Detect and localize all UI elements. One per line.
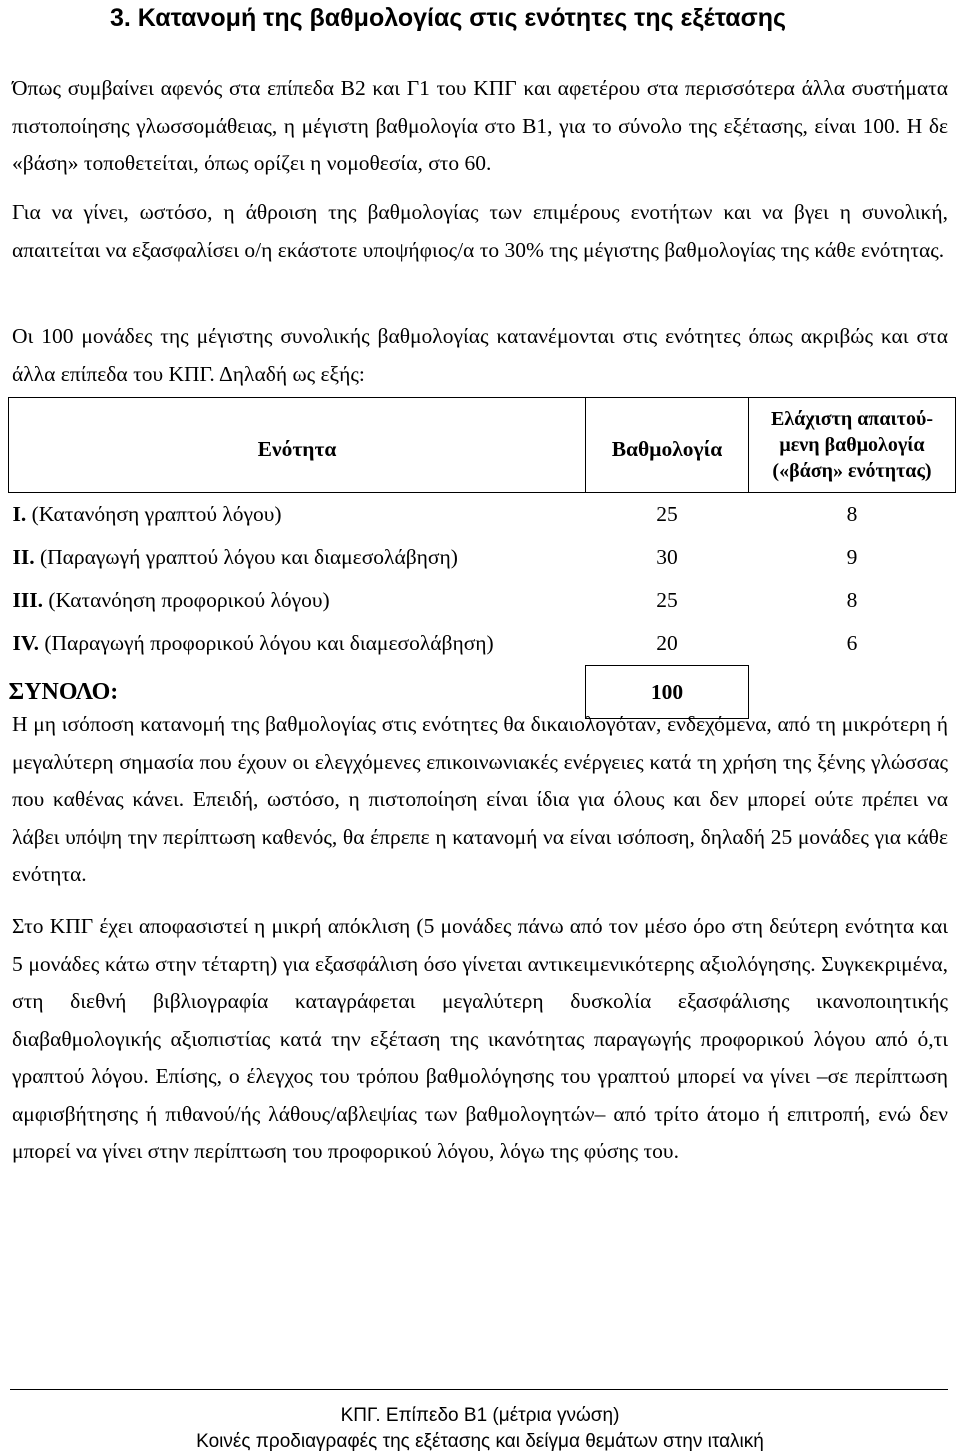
score-cell: 20 [656, 631, 678, 655]
table-header-row [9, 398, 956, 493]
unit-name: (Κατανόηση γραπτού λόγου) [31, 502, 282, 526]
unit-numeral: IV. [12, 631, 39, 656]
unit-cell [9, 579, 586, 622]
footer-level: ΚΠΓ. Επίπεδο Β1 (μέτρια γνώση) [340, 1405, 620, 1426]
table-row [9, 579, 956, 622]
min-score-cell: 6 [846, 631, 858, 656]
table-row [9, 536, 956, 579]
paragraph-deviation-rationale: Στο ΚΠΓ έχει αποφασιστεί η μικρή απόκλιση (5 μονάδες πάνω από τον μέσο όρο στη δεύτερη ενότητα και 5 μονάδες κάτω στην τέταρτη) για εξασφάλιση όσο γίνεται αντικειμενικότερης αξιολόγησης. Συγκεκριμένα, στη διεθνή βιβλιογραφία καταγράφεται μεγαλύτερη δυσκολία εξασφάλισης ικανοποιητικής διαβαθμολογικής αξιοπιστίας κατά την εξέταση της ικανότητας παραγωγής προφορικού λόγου από ό,τι γραπτού λόγου. Επίσης, ο έλεγχος του τρόπου βαθμολόγησης του γραπτού μπορεί να γίνει –σε περίπτωση αμφισβήτησης ή πιθανού/ής λάθους/αβλεψίας των βαθμολογητών– από τρίτο άτομο ή επιτροπή, ενώ δεν μπορεί να γίνει στην περίπτωση του προφορικού λόγου, λόγω της φύσης του. [12, 914, 948, 1163]
min-score-cell: 9 [846, 545, 858, 569]
total-value: 100 [586, 666, 749, 719]
header-unit: Ενότητα [9, 398, 586, 493]
header-min-line-2: μενη βαθμολογία [779, 434, 925, 456]
footer-description: Κοινές προδιαγραφές της εξέτασης και δείγμα θεμάτων στην ιταλική [196, 1431, 764, 1452]
header-min-line-1: Ελάχιστη απαιτού- [771, 408, 933, 430]
score-cell: 25 [656, 502, 678, 526]
table-row [9, 493, 956, 537]
min-score-cell: 8 [846, 588, 858, 612]
min-score-cell: 8 [846, 502, 858, 526]
unit-numeral: II. [12, 545, 35, 569]
paragraph-unequal-distribution: Η μη ισόποση κατανομή της βαθμολογίας στις ενότητες θα δικαιολογόταν, ενδεχόμενα, από τη μικρότερη ή μεγαλύτερη σημασία που έχουν οι ελεγχόμενες επικοινωνιακές ενέργειες κατά τη χρήση της ξένης γλώσσας που καθένας κάνει. Επειδή, ωστόσο, η πιστοποίηση είναι ίδια για όλους και δεν μπορεί ούτε πρέπει να λάβει υπόψη την περίπτωση καθενός, θα έπρεπε η κατανομή να είναι ισόποση, δηλαδή 25 μονάδες για κάθε ενότητα. [12, 712, 948, 886]
table-row [9, 622, 956, 666]
paragraph-max-score: Όπως συμβαίνει αφενός στα επίπεδα Β2 και Γ1 του ΚΠΓ και αφετέρου στα περισσότερα άλλα συστήματα πιστοποίησης γλωσσομάθειας, η μέγιστη βαθμολογία στο Β1, για το σύνολο της εξέτασης, είναι 100. Η δε «βάση» τοποθετείται, όπως ορίζει η νομοθεσία, στο 60. [12, 76, 948, 175]
total-label: ΣΥΝΟΛΟ: [8, 678, 119, 705]
footer-divider [10, 1389, 948, 1390]
unit-name: (Παραγωγή προφορικού λόγου και διαμεσολάβηση) [44, 631, 494, 656]
unit-cell [9, 622, 586, 666]
unit-numeral: I. [12, 502, 27, 526]
unit-name: (Κατανόηση προφορικού λόγου) [48, 588, 330, 612]
unit-cell [9, 493, 586, 537]
header-min-score [749, 398, 956, 493]
unit-numeral: III. [12, 588, 43, 612]
unit-name: (Παραγωγή γραπτού λόγου και διαμεσολάβηση) [39, 545, 458, 569]
section-heading: 3. Κατανομή της βαθμολογίας στις ενότητες της εξέτασης [110, 4, 787, 32]
header-min-line-3: («βάση» ενότητας) [772, 460, 932, 482]
unit-cell [9, 536, 586, 579]
score-distribution-table [8, 397, 956, 719]
paragraph-distribution-intro: Οι 100 μονάδες της μέγιστης συνολικής βαθμολογίας κατανέμονται στις ενότητες όπως ακριβώς και στα άλλα επίπεδα του ΚΠΓ. Δηλαδή ως εξής: [12, 324, 948, 386]
score-cell: 25 [656, 588, 678, 612]
header-score: Βαθμολογία [586, 398, 749, 493]
paragraph-aggregation-rule: Για να γίνει, ωστόσο, η άθροιση της βαθμολογίας των επιμέρους ενοτήτων και να βγει η συνολική, απαιτείται να εξασφαλίσει ο/η εκάστοτε υποψήφιος/α το 30% της μέγιστης βαθμολογίας της κάθε ενότητας. [12, 200, 948, 262]
score-cell: 30 [656, 545, 678, 569]
